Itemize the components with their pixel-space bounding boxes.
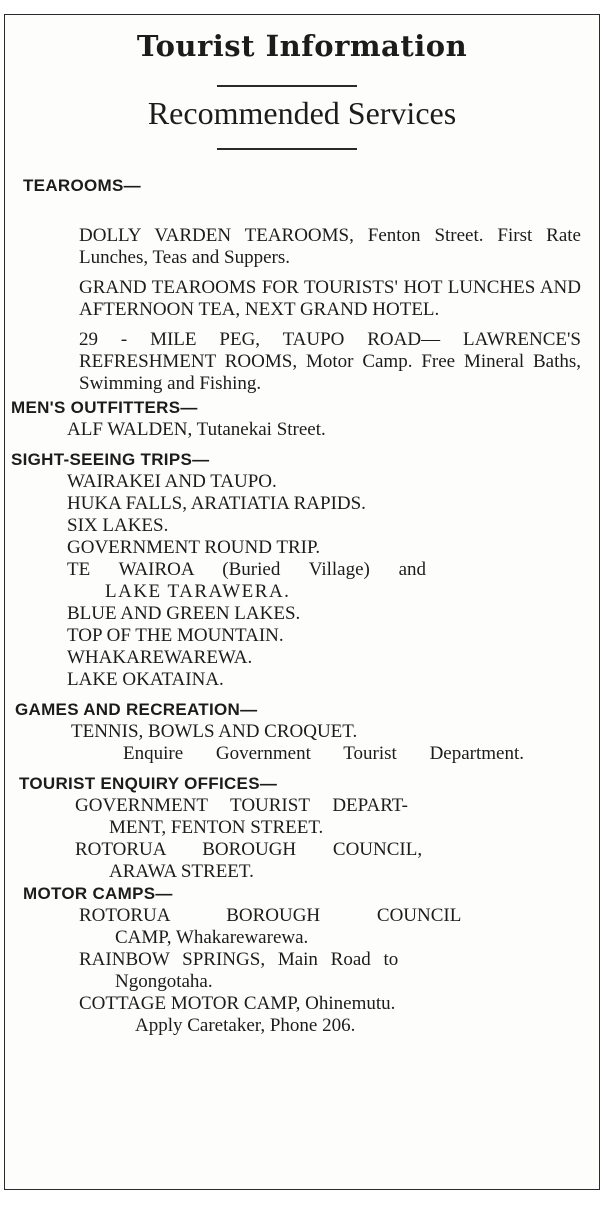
list-item: GOVERNMENT TOURIST DEPART- [75,795,408,816]
page-subtitle: Recommended Services [147,95,457,131]
services-list [11,175,581,1037]
section-heading-outfitters: MEN'S OUTFITTERS— [11,398,198,417]
list-item: GOVERNMENT ROUND TRIP. [67,537,321,558]
list-item-continuation: CAMP, Whakarewarewa. [115,927,309,948]
list-item: ROTORUA BOROUGH COUNCIL, [75,839,423,860]
notice-panel [4,14,600,1190]
list-item: ALF WALDEN, Tutanekai Street. [67,419,326,440]
title-divider [217,85,357,87]
list-item-continuation: ARAWA STREET. [109,861,254,882]
list-item: BLUE AND GREEN LAKES. [67,603,301,624]
list-item: COTTAGE MOTOR CAMP, Ohinemutu. [79,993,396,1014]
list-item-continuation: LAKE TARAWERA. [105,581,291,602]
list-item-continuation: MENT, FENTON STREET. [109,817,324,838]
section-heading-tearooms: TEAROOMS— [23,176,141,195]
list-item: HUKA FALLS, ARATIATIA RAPIDS. [67,493,366,514]
list-item-continuation: Ngongotaha. [115,971,213,992]
list-item-note: Enquire Government Tourist Department. [123,743,525,764]
tearoom-entry: DOLLY VARDEN TEAROOMS, Fenton Street. First Rate Lunches, Teas and Suppers. [79,225,581,268]
tearoom-entry: GRAND TEAROOMS FOR TOURISTS' HOT LUNCHES AND AFTERNOON TEA, NEXT GRAND HOTEL. [79,277,581,320]
section-heading-sightseeing: SIGHT-SEEING TRIPS— [11,450,210,469]
section-heading-games: GAMES AND RECREATION— [15,700,258,719]
tearoom-entry: 29 - MILE PEG, TAUPO ROAD— LAWRENCE'S REFRESHMENT ROOMS, Motor Camp. Free Mineral Baths, Swimming and Fishing. [79,329,581,394]
list-item: WHAKAREWAREWA. [67,647,253,668]
list-item: SIX LAKES. [67,515,169,536]
list-item: WAIRAKEI AND TAUPO. [67,471,277,492]
list-item: RAINBOW SPRINGS, Main Road to [79,949,399,970]
section-heading-camps: MOTOR CAMPS— [23,884,173,903]
list-item: ROTORUA BOROUGH COUNCIL [79,905,462,926]
subtitle-divider [217,148,357,150]
list-item: TOP OF THE MOUNTAIN. [67,625,284,646]
list-item: LAKE OKATAINA. [67,669,224,690]
list-item: TENNIS, BOWLS AND CROQUET. [71,721,358,742]
page-title: Tourist Information [136,29,468,63]
list-item-text: TE WAIROA (Buried Village) and [67,559,427,580]
list-item [67,559,581,581]
list-item-continuation: Apply Caretaker, Phone 206. [135,1015,356,1036]
section-heading-enquiry: TOURIST ENQUIRY OFFICES— [19,774,278,793]
